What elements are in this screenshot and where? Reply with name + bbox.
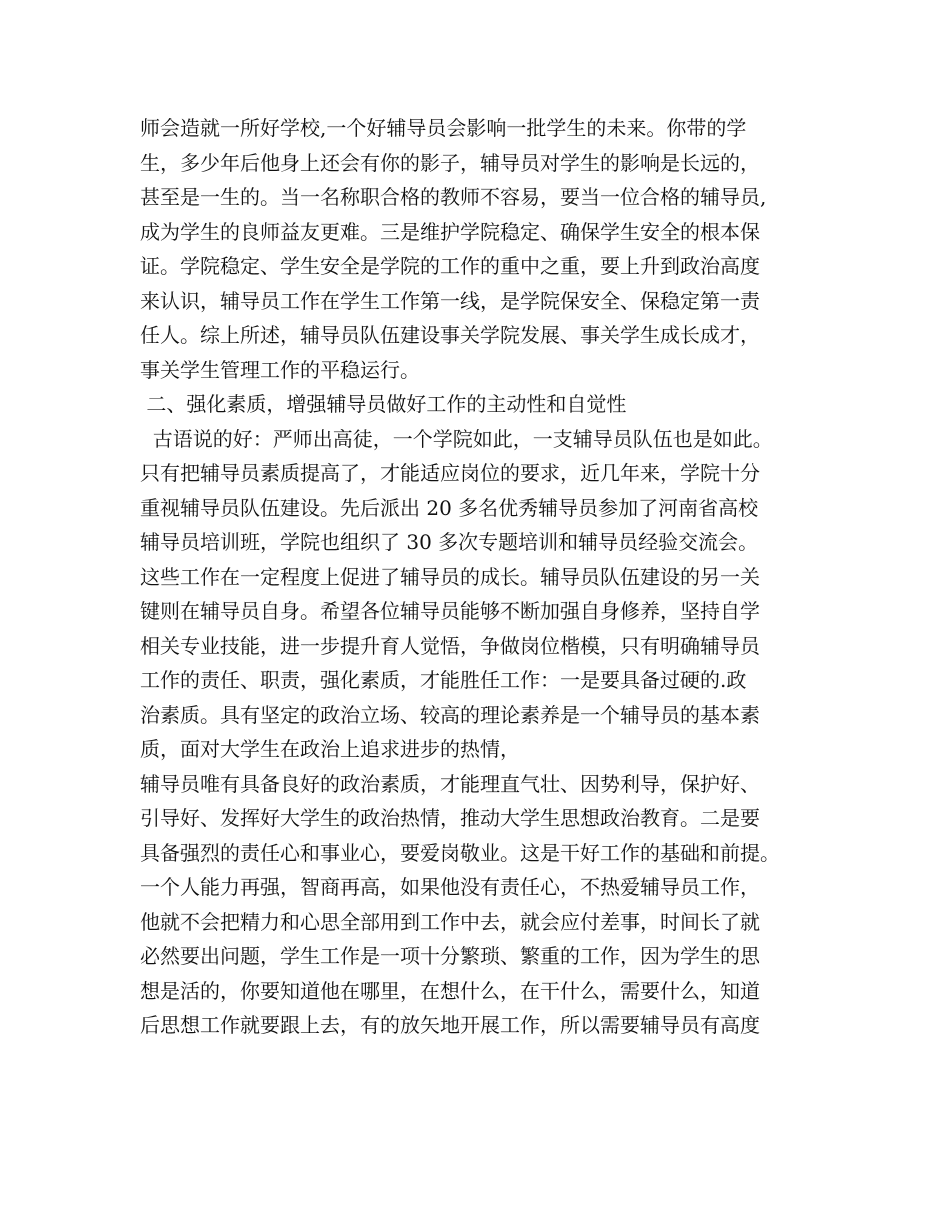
text-line: 后思想工作就要跟上去，有的放矢地开展工作，所以需要辅导员有高度 (140, 1013, 760, 1037)
text-line: 成为学生的良师益友更难。三是维护学院稳定、确保学生安全的根本保 (140, 219, 760, 244)
text-line: 键则在辅导员自身。希望各位辅导员能够不断加强自身修养，坚持自学 (140, 599, 760, 623)
text-line: 证。学院稳定、学生安全是学院的工作的重中之重，要上升到政治高度 (140, 254, 760, 278)
text-line: 治素质。具有坚定的政治立场、较高的理论素养是一个辅导员的基本素 (140, 702, 760, 727)
text-line: 古语说的好：严师出高徒，一个学院如此，一支辅导员队伍也是如此。 (140, 426, 773, 451)
text-line: 生，多少年后他身上还会有你的影子，辅导员对学生的影响是长远的， (140, 150, 760, 175)
text-line: 相关专业技能，进一步提升育人觉悟，争做岗位楷模，只有明确辅导员 (140, 633, 760, 658)
text-line: 辅导员唯有具备良好的政治素质，才能理直气壮、因势利导，保护好、 (140, 771, 760, 796)
text-line: 只有把辅导员素质提高了，才能适应岗位的要求，近几年来，学院十分 (140, 461, 760, 485)
text-line: 想是活的，你要知道他在哪里，在想什么，在干什么，需要什么，知道 (140, 978, 760, 1003)
text-line: 必然要出问题，学生工作是一项十分繁琐、繁重的工作，因为学生的思 (140, 944, 760, 968)
text-line: 甚至是一生的。当一名称职合格的教师不容易，要当一位合格的辅导员, (140, 185, 767, 209)
text-line: 任人。综上所述，辅导员队伍建设事关学院发展、事关学生成长成才， (140, 323, 760, 347)
text-line: 辅导员培训班，学院也组织了 30 多次专题培训和辅导员经验交流会。 (140, 530, 759, 554)
section-heading: 二、强化素质，增强辅导员做好工作的主动性和自觉性 (140, 392, 627, 416)
text-line: 师会造就一所好学校,一个好辅导员会影响一批学生的未来。你带的学 (140, 116, 747, 140)
text-line: 来认识，辅导员工作在学生工作第一线，是学院保安全、保稳定第一责 (140, 288, 760, 313)
text-line: 这些工作在一定程度上促进了辅导员的成长。辅导员队伍建设的另一关 (140, 564, 760, 589)
text-line: 一个人能力再强，智商再高，如果他没有责任心，不热爱辅导员工作， (140, 875, 760, 899)
text-line: 工作的责任、职责，强化素质，才能胜任工作：一是要具备过硬的.政 (140, 668, 747, 692)
text-line: 重视辅导员队伍建设。先后派出 20 多名优秀辅导员参加了河南省高校 (140, 495, 759, 520)
text-line: 他就不会把精力和心思全部用到工作中去，就会应付差事，时间长了就 (140, 909, 760, 934)
text-line: 质，面对大学生在政治上追求进步的热情， (140, 737, 520, 761)
text-line: 引导好、发挥好大学生的政治热情，推动大学生思想政治教育。二是要 (140, 806, 760, 830)
text-line: 事关学生管理工作的平稳运行。 (140, 357, 420, 382)
body-text (140, 111, 840, 1043)
text-line: 具备强烈的责任心和事业心，要爱岗敬业。这是干好工作的基础和前提。 (140, 840, 780, 865)
